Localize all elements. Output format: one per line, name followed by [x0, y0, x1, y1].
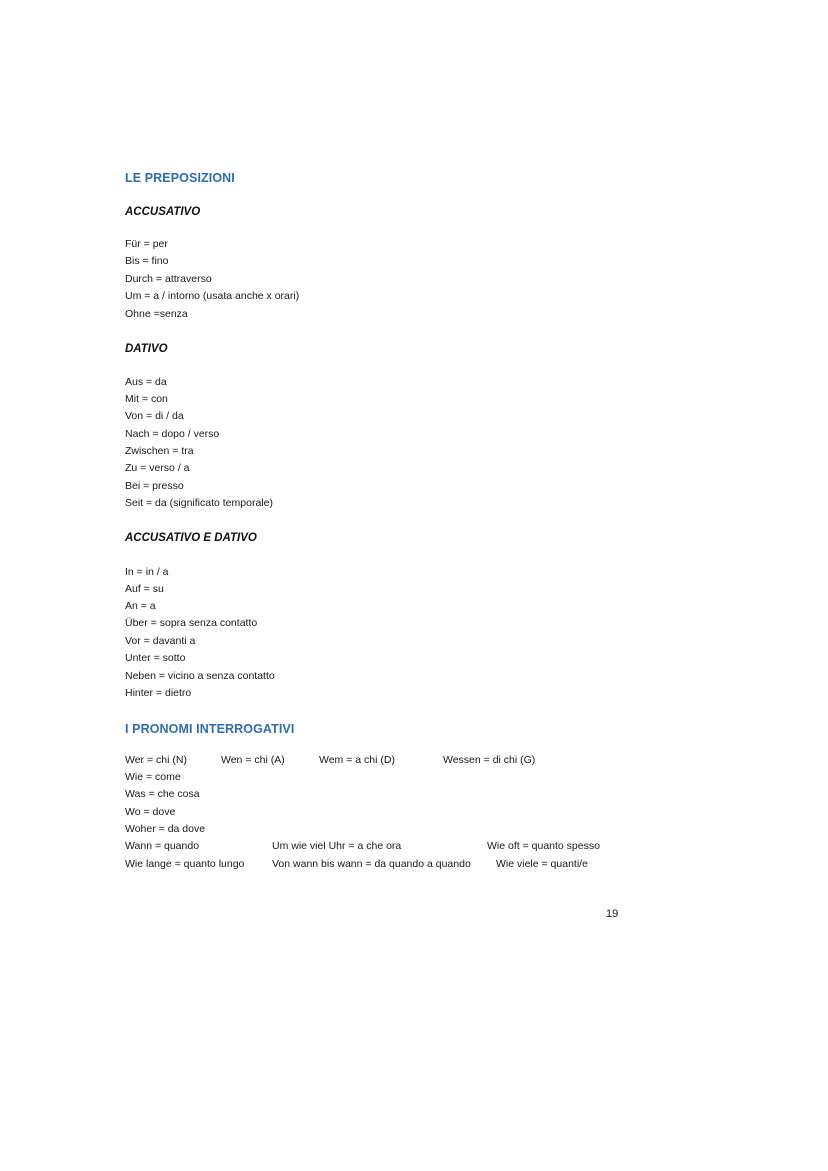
list-item: Was = che cosa	[125, 788, 200, 800]
list-item: Bei = presso	[125, 480, 184, 492]
list-item: Wie lange = quanto lungo	[125, 858, 245, 870]
list-item: Unter = sotto	[125, 652, 186, 664]
list-item: Von = di / da	[125, 410, 184, 422]
section-heading-pronomi: I PRONOMI INTERROGATIVI	[125, 722, 295, 736]
list-item: Wem = a chi (D)	[319, 754, 395, 766]
subheading-accusativo: ACCUSATIVO	[125, 206, 201, 218]
list-item: Wie viele = quanti/e	[496, 858, 588, 870]
list-item: Neben = vicino a senza contatto	[125, 670, 275, 682]
list-item: Auf = su	[125, 583, 164, 595]
list-item: Um wie viel Uhr = a che ora	[272, 840, 402, 852]
list-item: Seit = da (significato temporale)	[125, 497, 273, 509]
list-item: Aus = da	[125, 376, 167, 388]
list-item: Wer = chi (N)	[125, 754, 187, 766]
list-item: Zu = verso / a	[125, 462, 190, 474]
list-item: An = a	[125, 600, 156, 612]
list-item: Mit = con	[125, 393, 168, 405]
list-item: Wann = quando	[125, 840, 200, 852]
list-item: Wen = chi (A)	[221, 754, 285, 766]
page-number: 19	[606, 908, 619, 920]
list-item: In = in / a	[125, 566, 169, 578]
list-item: Wie oft = quanto spesso	[487, 840, 600, 852]
subheading-dativo: DATIVO	[125, 343, 168, 355]
list-item: Über = sopra senza contatto	[125, 617, 258, 629]
list-item: Für = per	[125, 238, 168, 250]
list-item: Um = a / intorno (usata anche x orari)	[125, 290, 300, 302]
subheading-accusativo-e-dativo: ACCUSATIVO E DATIVO	[125, 532, 257, 544]
list-item: Von wann bis wann = da quando a quando	[272, 858, 471, 870]
section-heading-preposizioni: LE PREPOSIZIONI	[125, 171, 235, 185]
list-item: Ohne =senza	[125, 308, 188, 320]
list-item: Woher = da dove	[125, 823, 206, 835]
list-item: Wessen = di chi (G)	[443, 754, 536, 766]
list-item: Zwischen = tra	[125, 445, 194, 457]
list-item: Hinter = dietro	[125, 687, 192, 699]
list-item: Nach = dopo / verso	[125, 428, 220, 440]
list-item: Wo = dove	[125, 806, 176, 818]
list-item: Bis = fino	[125, 255, 169, 267]
list-item: Wie = come	[125, 771, 181, 783]
list-item: Vor = davanti a	[125, 635, 196, 647]
list-item: Durch = attraverso	[125, 273, 212, 285]
